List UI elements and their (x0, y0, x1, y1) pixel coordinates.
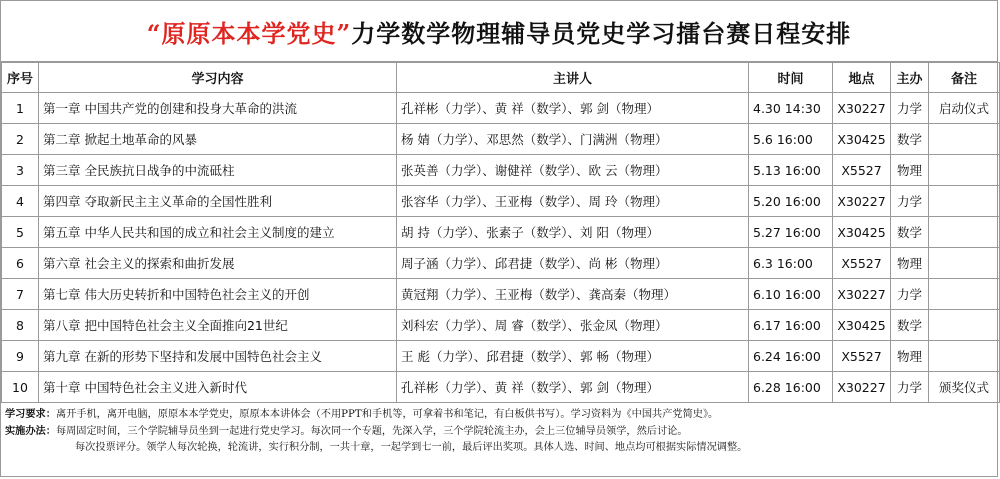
cell-note: 颁奖仪式 (929, 372, 1000, 403)
cell-content: 第七章 伟大历史转折和中国特色社会主义的开创 (39, 279, 397, 310)
cell-content: 第六章 社会主义的探索和曲折发展 (39, 248, 397, 279)
cell-speakers: 刘科宏（力学）、周 睿（数学）、张金凤（物理） (397, 310, 749, 341)
cell-note (929, 217, 1000, 248)
table-row (2, 155, 1000, 186)
cell-note (929, 186, 1000, 217)
header-place: 地点 (833, 63, 891, 93)
cell-no: 5 (2, 217, 39, 248)
table-row (2, 279, 1000, 310)
cell-no: 3 (2, 155, 39, 186)
title-row (1, 1, 997, 62)
cell-time: 6.24 16:00 (749, 341, 833, 372)
cell-no: 6 (2, 248, 39, 279)
cell-note (929, 124, 1000, 155)
table-body (2, 93, 1000, 403)
cell-content: 第五章 中华人民共和国的成立和社会主义制度的建立 (39, 217, 397, 248)
method-label: 实施办法： (5, 425, 56, 437)
cell-time: 6.3 16:00 (749, 248, 833, 279)
cell-content: 第一章 中国共产党的创建和投身大革命的洪流 (39, 93, 397, 124)
cell-no: 10 (2, 372, 39, 403)
cell-time: 5.27 16:00 (749, 217, 833, 248)
cell-host: 力学 (891, 186, 929, 217)
cell-no: 4 (2, 186, 39, 217)
cell-speakers: 黄冠翔（力学）、王亚梅（数学）、龚高秦（物理） (397, 279, 749, 310)
cell-host: 物理 (891, 155, 929, 186)
cell-time: 5.20 16:00 (749, 186, 833, 217)
requirements-text: 离开手机，离开电脑，原原本本学党史，原原本本讲体会（不用PPT和手机等，可拿着书和笔记，有白板供书写）。学习资料为《中国共产党简史》。 (55, 409, 719, 420)
header-host: 主办 (891, 63, 929, 93)
cell-host: 物理 (891, 248, 929, 279)
cell-note: 启动仪式 (929, 93, 1000, 124)
cell-speakers: 张英善（力学）、谢健祥（数学）、欧 云（物理） (397, 155, 749, 186)
cell-content: 第三章 全民族抗日战争的中流砥柱 (39, 155, 397, 186)
cell-time: 5.13 16:00 (749, 155, 833, 186)
cell-place: X30425 (833, 310, 891, 341)
notes-section (1, 403, 997, 456)
cell-time: 6.17 16:00 (749, 310, 833, 341)
cell-place: X5527 (833, 248, 891, 279)
cell-content: 第二章 掀起土地革命的风暴 (39, 124, 397, 155)
page-title (147, 14, 852, 49)
cell-speakers: 杨 婧（力学）、邓思然（数学）、门满洲（物理） (397, 124, 749, 155)
cell-content: 第四章 夺取新民主主义革命的全国性胜利 (39, 186, 397, 217)
requirements-line (5, 406, 993, 423)
cell-note (929, 155, 1000, 186)
table-row (2, 217, 1000, 248)
cell-place: X30227 (833, 279, 891, 310)
method-line-2 (5, 440, 993, 456)
cell-no: 8 (2, 310, 39, 341)
cell-speakers: 孔祥彬（力学）、黄 祥（数学）、郭 剑（物理） (397, 372, 749, 403)
cell-place: X5527 (833, 341, 891, 372)
cell-speakers: 周子涵（力学）、邱君捷（数学）、尚 彬（物理） (397, 248, 749, 279)
header-content: 学习内容 (39, 63, 397, 93)
cell-place: X30425 (833, 217, 891, 248)
cell-no: 7 (2, 279, 39, 310)
cell-note (929, 248, 1000, 279)
cell-host: 数学 (891, 310, 929, 341)
method-text-1: 每周固定时间，三个学院辅导员坐到一起进行党史学习。每次同一个专题，先深入学，三个学院轮流主办，会上三位辅导员领学，然后讨论。 (55, 426, 688, 437)
cell-content: 第九章 在新的形势下坚持和发展中国特色社会主义 (39, 341, 397, 372)
cell-no: 9 (2, 341, 39, 372)
cell-content: 第八章 把中国特色社会主义全面推向21世纪 (39, 310, 397, 341)
cell-host: 力学 (891, 93, 929, 124)
cell-time: 6.28 16:00 (749, 372, 833, 403)
header-speakers: 主讲人 (397, 63, 749, 93)
cell-speakers: 张容华（力学）、王亚梅（数学）、周 玲（物理） (397, 186, 749, 217)
cell-host: 数学 (891, 217, 929, 248)
cell-place: X30227 (833, 186, 891, 217)
cell-time: 4.30 14:30 (749, 93, 833, 124)
method-text-2: 每次投票评分。领学人每次轮换，轮流讲，实行积分制，一共十章，一起学到七一前，最后评出奖项。具体人选、时间、地点均可根据实际情况调整。 (75, 442, 748, 453)
cell-time: 6.10 16:00 (749, 279, 833, 310)
cell-host: 力学 (891, 279, 929, 310)
cell-place: X30227 (833, 93, 891, 124)
cell-host: 物理 (891, 341, 929, 372)
title-rest: 力学数学物理辅导员党史学习擂台赛日程安排 (351, 18, 852, 48)
cell-place: X5527 (833, 155, 891, 186)
table-row (2, 248, 1000, 279)
header-time: 时间 (749, 63, 833, 93)
schedule-table (1, 62, 1000, 403)
title-quoted: “原原本本学党史” (146, 18, 352, 48)
cell-note (929, 310, 1000, 341)
table-header-row (2, 63, 1000, 93)
header-no: 序号 (2, 63, 39, 93)
cell-content: 第十章 中国特色社会主义进入新时代 (39, 372, 397, 403)
cell-no: 1 (2, 93, 39, 124)
table-row (2, 186, 1000, 217)
requirements-label: 学习要求： (5, 408, 56, 420)
cell-host: 力学 (891, 372, 929, 403)
header-note: 备注 (929, 63, 1000, 93)
cell-note (929, 279, 1000, 310)
cell-speakers: 胡 持（力学）、张素子（数学）、刘 阳（物理） (397, 217, 749, 248)
table-row (2, 310, 1000, 341)
cell-speakers: 孔祥彬（力学）、黄 祥（数学）、郭 剑（物理） (397, 93, 749, 124)
table-row (2, 124, 1000, 155)
table-row (2, 93, 1000, 124)
table-row (2, 372, 1000, 403)
cell-place: X30425 (833, 124, 891, 155)
table-row (2, 341, 1000, 372)
cell-no: 2 (2, 124, 39, 155)
cell-place: X30227 (833, 372, 891, 403)
cell-time: 5.6 16:00 (749, 124, 833, 155)
cell-host: 数学 (891, 124, 929, 155)
cell-speakers: 王 彪（力学）、邱君捷（数学）、郭 畅（物理） (397, 341, 749, 372)
method-line (5, 423, 993, 440)
cell-note (929, 341, 1000, 372)
